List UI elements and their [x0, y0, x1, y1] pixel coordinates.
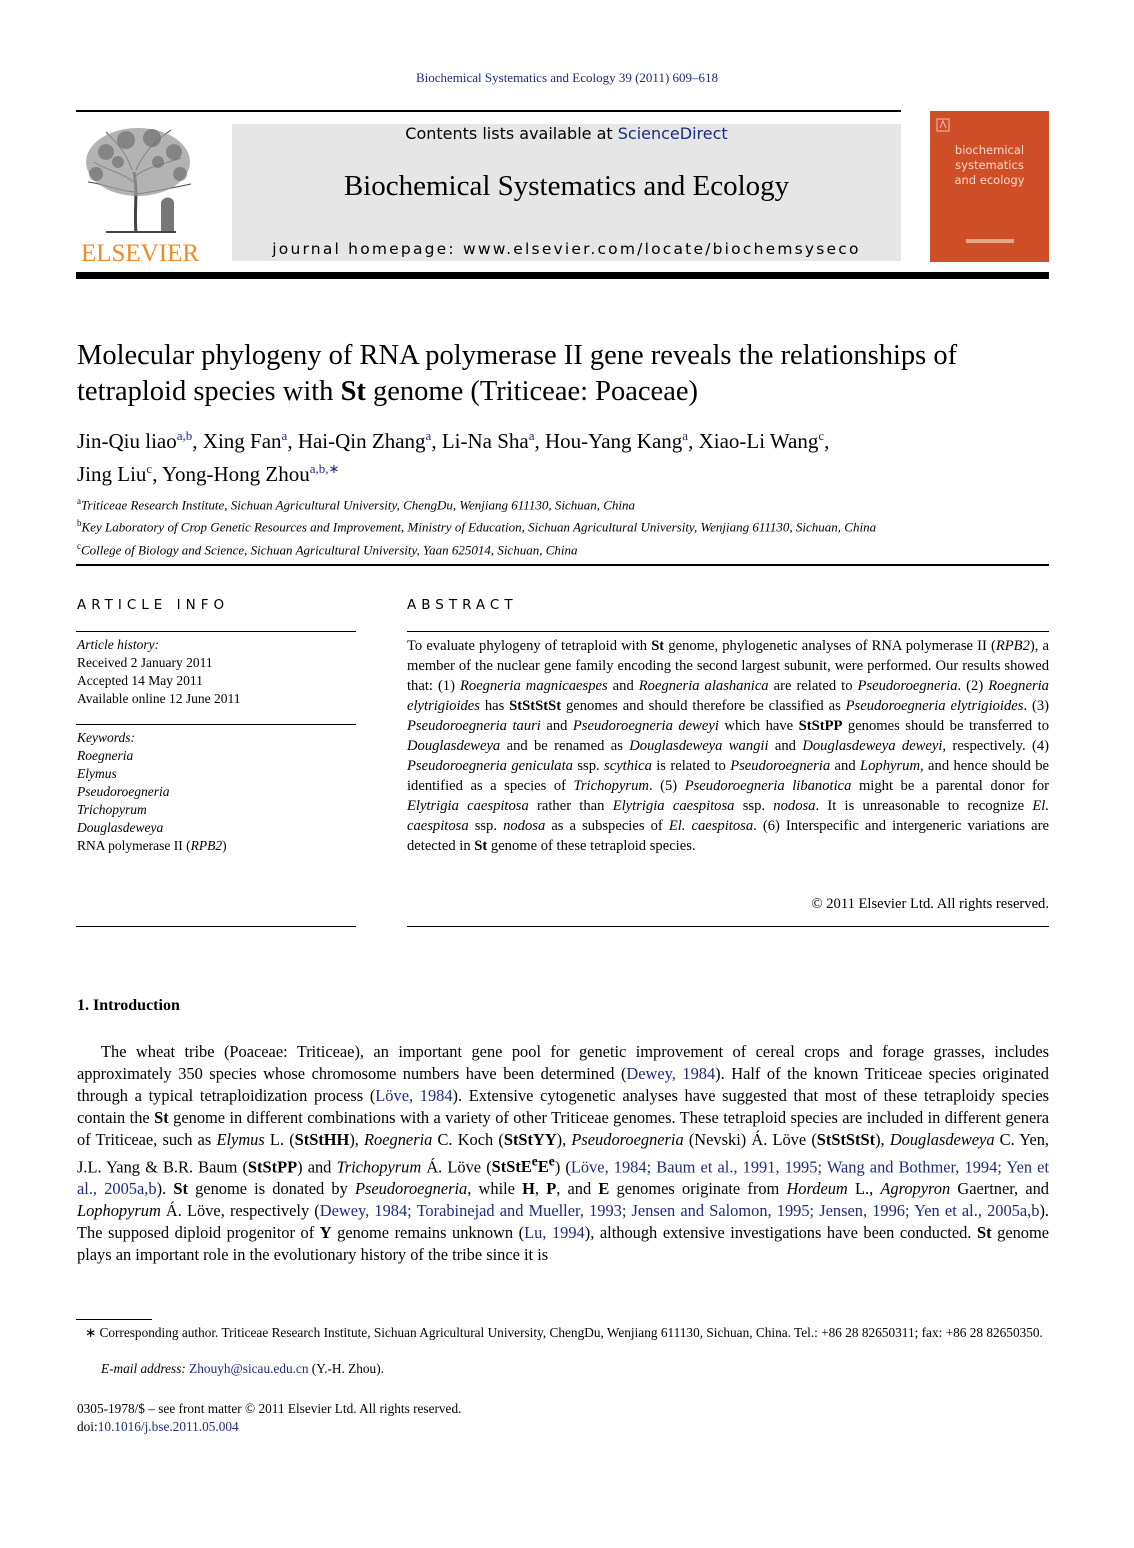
citation-link[interactable]: Lu, 1994	[524, 1222, 585, 1242]
keyword: Elymus	[77, 766, 117, 781]
cover-footer-mark	[966, 236, 1014, 246]
email-footnote: E-mail address: Zhouyh@sicau.edu.cn (Y.-H. Zhou).	[101, 1361, 384, 1376]
journal-cover-thumbnail[interactable]	[930, 111, 1049, 262]
keyword: Pseudoroegneria	[77, 784, 170, 799]
corresponding-author-footnote: ∗ Corresponding author. Triticeae Research Institute, Sichuan Agricultural University, ChengDu, Wenjiang 611130, Sichuan, China. Tel.: +86 28 82650311; fax: +86 28 82650350.	[85, 1325, 1043, 1340]
section-rule	[76, 564, 1049, 566]
abstract-rule	[407, 631, 1049, 632]
keyword: Roegneria	[77, 748, 134, 763]
introduction-paragraph: The wheat tribe (Poaceae: Triticeae), an important gene pool for genetic improvement of cereal crops and forage grasses, includes approximately 350 species whose chromosome numbers have been determined (Dewey, 1984). Half of the known Triticeae species originated through a typical tetraploidization process (Löve, 1984). Extensive cytogenetic analyses have suggested that most of these tetraploidy species contain the St genome in different combinations with a variety of other Triticeae genomes. These tetraploid species are included in different genera of Triticeae, such as Elymus L. (StStHH), Roegneria C. Koch (StStYY), Pseudoroegneria (Nevski) Á. Löve (StStStSt), Douglasdeweya C. Yen, J.L. Yang & B.R. Baum (StStPP) and Trichopyrum Á. Löve $(StStE^eE^e)$ (Löve, 1984; Baum et al., 1991, 1995; Wang and Bothmer, 1994; Yen et al., 2005a,b). St genome is donated by Pseudoroegneria, while H, P, and E genomes originate from Hordeum L., Agropyron Gaertner, and Lophopyrum Á. Löve, respectively (Dewey, 1984; Torabinejad and Mueller, 1993; Jensen and Salomon, 1995; Jensen, 1996; Yen et al., 2005a,b). The supposed diploid progenitor of Y genome remains unknown (Lu, 1994), although extensive investigations have been conducted. St genome plays an important role in the evolutionary history of the tribe since it is	[77, 1042, 1050, 1264]
author[interactable]: Li-Na Sha$^a$	[441, 428, 535, 453]
author-list: Jin-Qiu liao$^{a,b}$, Xing Fan$^a$, Hai-Qin Zhang$^a$, Li-Na Sha$^a$, Hou-Yang Kang$^a$, Xiao-Li Wang$^c$, Jing Liu$^c$, Yong-Hong Zhou$^{a,b,∗}$	[77, 428, 830, 486]
affiliation: $^b$Key Laboratory of Crop Genetic Resources and Improvement, Ministry of Education, Sichuan Agricultural University, Wenjiang 611130, Sichuan, China	[77, 518, 877, 535]
author[interactable]: Jin-Qiu liao$^{a,b}$	[77, 428, 193, 453]
author[interactable]: Xing Fan$^a$	[202, 428, 288, 453]
info-rule	[76, 724, 356, 725]
abstract-heading: ABSTRACT	[407, 597, 518, 613]
citation-link[interactable]: Dewey, 1984	[626, 1063, 716, 1083]
article-info-heading: ARTICLE INFO	[77, 597, 230, 613]
contents-availability: Contents lists available at ScienceDirect	[405, 124, 728, 143]
front-matter: 0305-1978/$ – see front matter © 2011 Elsevier Ltd. All rights reserved. doi:10.1016/j.bse.2011.05.004	[77, 1401, 462, 1434]
keyword: Douglasdeweya	[77, 820, 164, 835]
affiliation: $^a$Triticeae Research Institute, Sichuan Agricultural University, ChengDu, Wenjiang 611130, Sichuan, China	[77, 496, 636, 513]
journal-homepage-link[interactable]: journal homepage: www.elsevier.com/locate/biochemsyseco	[272, 240, 861, 258]
elsevier-tree-logo	[76, 122, 204, 264]
author[interactable]: Hou-Yang Kang$^a$	[545, 428, 689, 453]
footnote-rule	[76, 1319, 152, 1320]
email-link[interactable]: Zhouyh@sicau.edu.cn	[189, 1361, 309, 1376]
sciencedirect-link[interactable]: ScienceDirect	[617, 124, 728, 143]
abstract-rule	[407, 926, 1049, 927]
author[interactable]: Xiao-Li Wang$^c$	[698, 428, 825, 453]
header-thick-rule	[76, 272, 1049, 279]
citation-link[interactable]: Löve, 1984; Baum et al., 1991, 1995; Wang and Bothmer, 1994; Yen et al., 2005a,b	[77, 1157, 1050, 1198]
introduction-heading: 1. Introduction	[77, 997, 180, 1014]
header-top-rule	[76, 110, 901, 112]
article-title: Molecular phylogeny of RNA polymerase II gene reveals the relationships of tetraploid species with St genome (Triticeae: Poaceae)	[77, 340, 958, 407]
keyword: Trichopyrum	[77, 802, 147, 817]
author[interactable]: Hai-Qin Zhang$^a$	[297, 428, 432, 453]
author[interactable]: Jing Liu$^c$	[77, 461, 153, 486]
journal-title: Biochemical Systematics and Ecology	[343, 170, 790, 202]
keywords-list: Keywords: Roegneria Elymus Pseudoroegneria Trichopyrum Douglasdeweya RNA polymerase II (RPB2)	[77, 729, 357, 855]
abstract-text: To evaluate phylogeny of tetraploid with St genome, phylogenetic analyses of RNA polymerase II (RPB2), a member of the nuclear gene family encoding the second largest subunit, were performed. Our results showed that: (1) Roegneria magnicaespes and Roegneria alashanica are related to Pseudoroegneria. (2) Roegneria elytrigioides has StStStSt genomes and should therefore be classified as Pseudoroegneria elytrigioides. (3) Pseudoroegneria tauri and Pseudoroegneria deweyi which have StStPP genomes should be transferred to Douglasdeweya and be renamed as Douglasdeweya wangii and Douglasdeweya deweyi, respectively. (4) Pseudoroegneria geniculata ssp. scythica is related to Pseudoroegneria and Lophyrum, and hence should be identified as a species of Trichopyrum. (5) Pseudoroegneria libanotica might be a parental donor for Elytrigia caespitosa rather than Elytrigia caespitosa ssp. nodosa. It is unreasonable to recognize El. caespitosa ssp. nodosa as a subspecies of El. caespitosa. (6) Interspecific and intergeneric variations are detected in St genome of these tetraploid species.	[407, 638, 1049, 854]
cover-logo-icon	[936, 118, 950, 132]
article-history: Article history: Received 2 January 2011 Accepted 14 May 2011 Available online 12 June 2011	[77, 637, 241, 706]
doi-link[interactable]: 10.1016/j.bse.2011.05.004	[97, 1419, 239, 1434]
info-rule	[76, 631, 356, 632]
citation-link[interactable]: Dewey, 1984; Torabinejad and Mueller, 1993; Jensen and Salomon, 1995; Jensen, 1996; Yen et al., 2005a,b	[319, 1200, 1040, 1220]
info-rule	[76, 926, 356, 927]
journal-citation-link[interactable]: Biochemical Systematics and Ecology 39 (2011) 609–618	[415, 70, 719, 85]
affiliation: $^c$College of Biology and Science, Sichuan Agricultural University, Yaan 625014, Sichuan, China	[77, 540, 578, 557]
cover-title: biochemical systematics and ecology	[954, 143, 1025, 187]
elsevier-wordmark: ELSEVIER	[80, 240, 200, 264]
author[interactable]: Yong-Hong Zhou$^{a,b,∗}$	[161, 461, 340, 486]
abstract-copyright: © 2011 Elsevier Ltd. All rights reserved.	[811, 896, 1049, 912]
citation-link[interactable]: Löve, 1984	[375, 1085, 453, 1105]
affiliations	[77, 492, 1052, 559]
keyword: RNA polymerase II (RPB2)	[77, 838, 227, 853]
